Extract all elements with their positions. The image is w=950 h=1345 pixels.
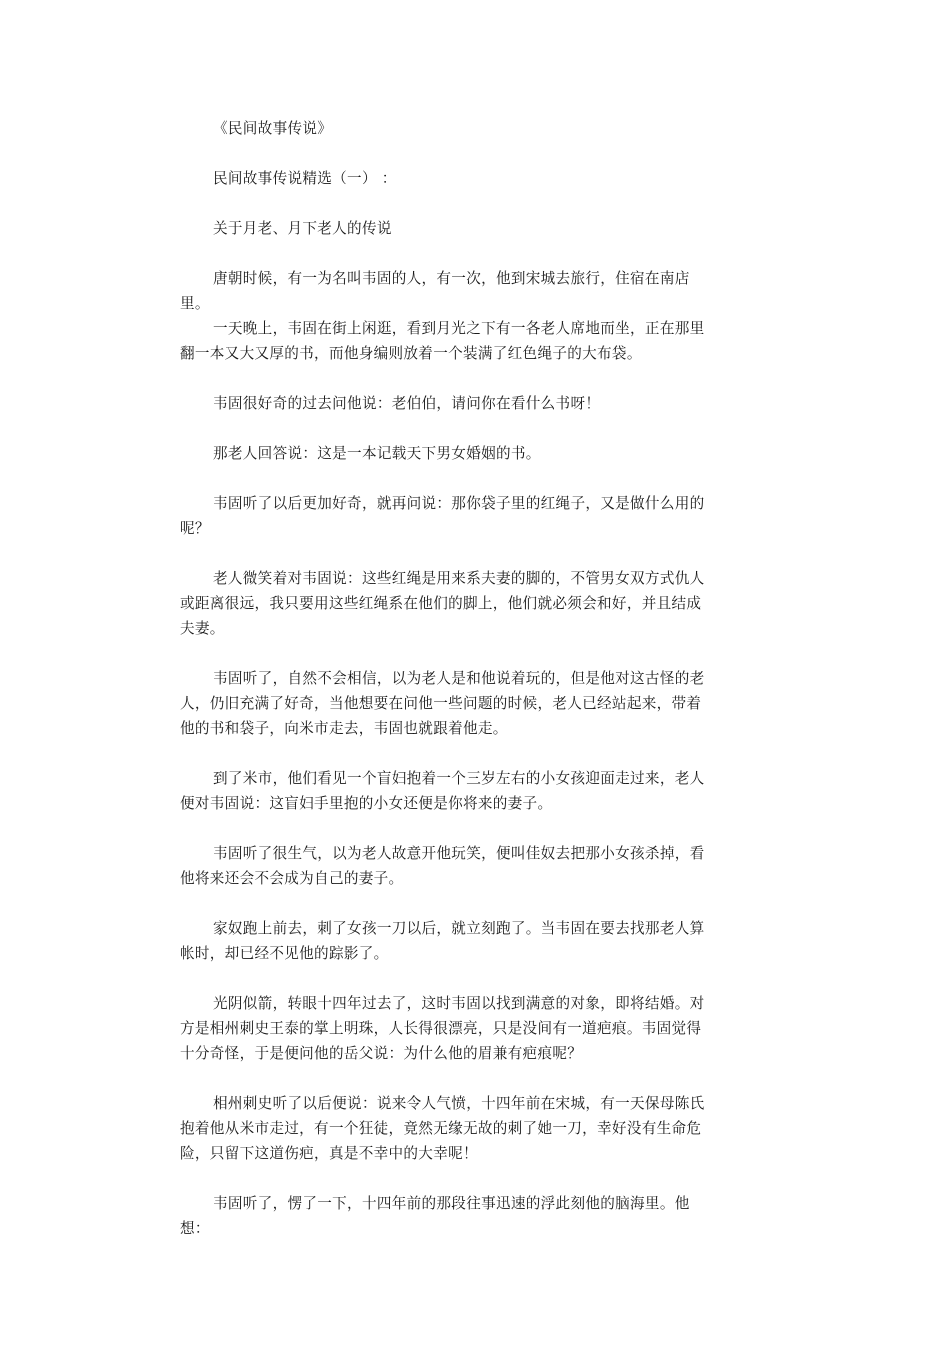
paragraph: 家奴跑上前去，刺了女孩一刀以后，就立刻跑了。当韦固在要去找那老人算帐时，却已经不见他的踪影了。 bbox=[180, 920, 705, 962]
paragraph: 韦固听了，自然不会相信，以为老人是和他说着玩的，但是他对这古怪的老人，仍旧充满了好奇，当他想要在问他一些问题的时候，老人已经站起来，带着他的书和袋子，向米市走去，韦固也就跟着他走。 bbox=[180, 670, 705, 737]
paragraph: 韦固听了，愣了一下，十四年前的那段往事迅速的浮此刻他的脑海里。他想： bbox=[180, 1195, 690, 1237]
paragraph: 光阴似箭，转眼十四年过去了，这时韦固以找到满意的对象，即将结婚。对方是相州刺史王泰的掌上明珠，人长得很漂亮，只是没间有一道疤痕。韦固觉得十分奇怪，于是便问他的岳父说：为什么他的眉兼有疤痕呢？ bbox=[180, 995, 705, 1062]
section-heading: 民间故事传说精选（一） ： bbox=[213, 170, 397, 187]
document-title: 《民间故事传说》 bbox=[213, 120, 333, 137]
paragraph: 一天晚上，韦固在街上闲逛，看到月光之下有一各老人席地而坐，正在那里翻一本又大又厚的书，而他身编则放着一个装满了红色绳子的大布袋。 bbox=[180, 320, 705, 362]
paragraph: 老人微笑着对韦固说：这些红绳是用来系夫妻的脚的，不管男女双方式仇人或距离很远，我只要用这些红绳系在他们的脚上，他们就必须会和好，并且结成夫妻。 bbox=[180, 570, 705, 637]
paragraph: 韦固听了以后更加好奇，就再问说：那你袋子里的红绳子，又是做什么用的呢？ bbox=[180, 495, 705, 537]
paragraph: 相州刺史听了以后便说：说来令人气愤，十四年前在宋城，有一天保母陈氏抱着他从米市走过，有一个狂徒，竟然无缘无故的刺了她一刀，幸好没有生命危险，只留下这道伤疤，真是不幸中的大幸呢！ bbox=[180, 1095, 705, 1162]
paragraph: 韦固很好奇的过去问他说：老伯伯，请问你在看什么书呀！ bbox=[213, 395, 601, 412]
paragraph: 到了米市，他们看见一个盲妇抱着一个三岁左右的小女孩迎面走过来，老人便对韦固说：这盲妇手里抱的小女还便是你将来的妻子。 bbox=[180, 770, 705, 812]
paragraph: 唐朝时候，有一为名叫韦固的人，有一次，他到宋城去旅行，住宿在南店里。 bbox=[180, 270, 690, 312]
story-title: 关于月老、月下老人的传说 bbox=[213, 220, 392, 237]
paragraph: 韦固听了很生气，以为老人故意开他玩笑，便叫佳奴去把那小女孩杀掉，看他将来还会不会成为自己的妻子。 bbox=[180, 845, 705, 887]
paragraph: 那老人回答说：这是一本记载天下男女婚姻的书。 bbox=[213, 445, 541, 462]
